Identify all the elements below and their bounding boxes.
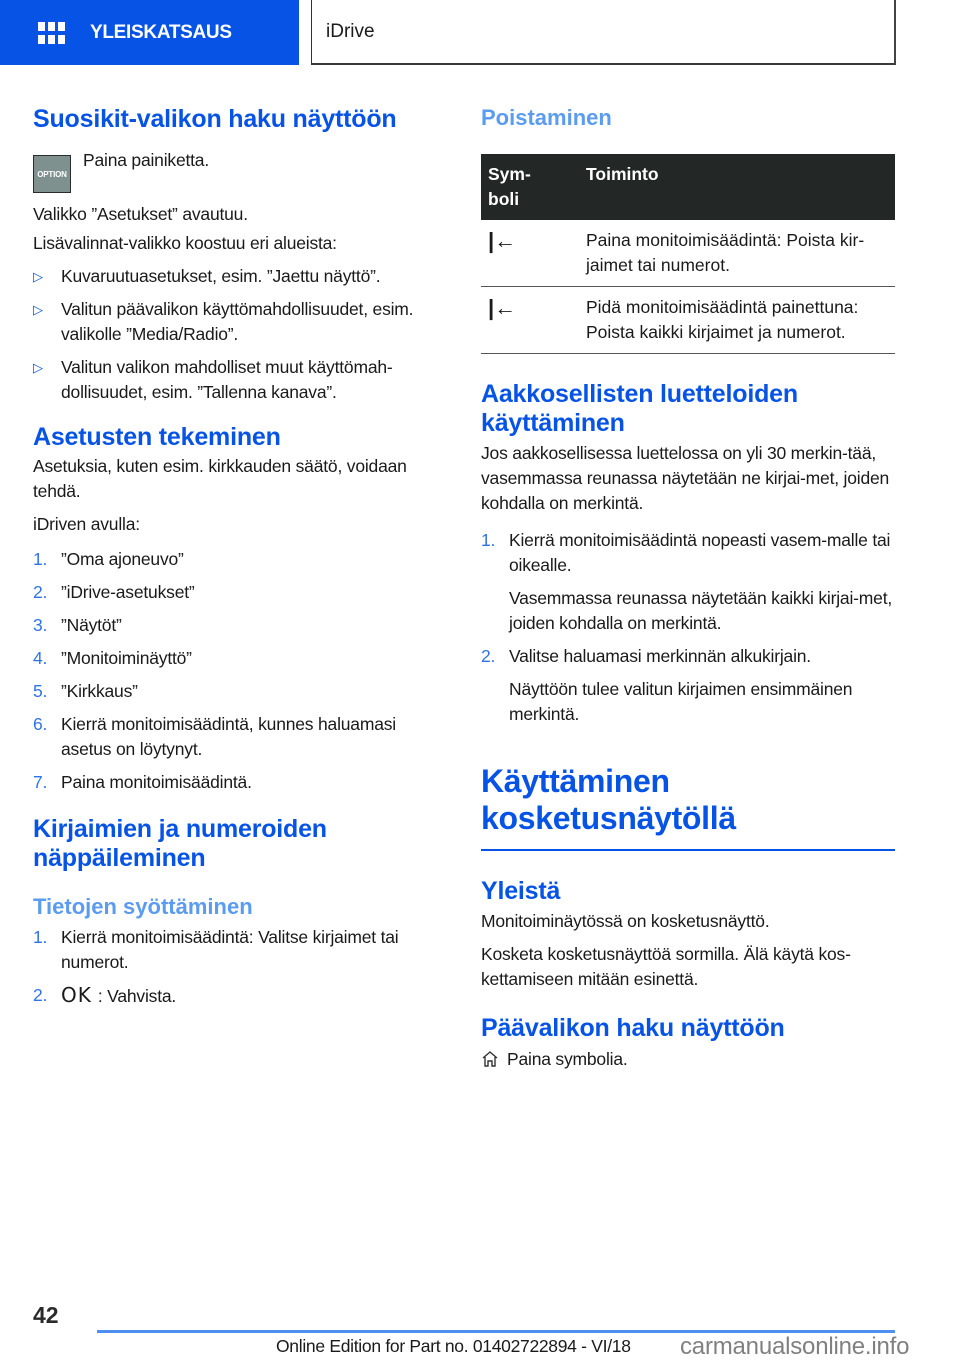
list-item: ▷ Valitun valikon mahdolliset muut käyttömah-dollisuudet, esim. ”Tallenna kanava”.: [33, 357, 393, 402]
step-item: 1. ”Oma ajoneuvo”: [33, 549, 184, 569]
table-row: |← Pidä monitoimisäädintä painettuna: Poista kaikki kirjaimet ja numerot.: [481, 287, 895, 354]
heading-input: Kirjaimien ja numeroiden näppäileminen: [33, 815, 327, 872]
input-steps: [33, 925, 448, 1009]
option-button-icon: OPTION: [33, 155, 71, 193]
column-header-symbol: Sym- boli: [481, 154, 579, 220]
step-item: 3. ”Näytöt”: [33, 615, 122, 635]
step-item: 1. Kierrä monitoimisäädintä nopeasti vasem-malle tai oikealle. Vasemmassa reunassa näytetään kaikki kirjai-met, joiden kohdalla on merkintä.: [481, 530, 893, 633]
favorites-p2: Lisävalinnat-valikko koostuu eri alueista:: [33, 233, 337, 253]
triangle-bullet-icon: ▷: [33, 302, 43, 317]
section-tab-label: YLEISKATSAUS: [90, 21, 232, 43]
left-column: [33, 100, 448, 1017]
step-item: 6. Kierrä monitoimisäädintä, kunnes haluamasi asetus on löytynyt.: [33, 714, 396, 759]
settings-p1: Asetuksia, kuten esim. kirkkauden säätö, voidaan tehdä.: [33, 456, 407, 501]
alpha-steps: [481, 528, 895, 727]
subheading-delete: Poistaminen: [481, 105, 612, 130]
list-item: ▷ Valitun päävalikon käyttömahdollisuudet, esim. valikolle ”Media/Radio”.: [33, 299, 414, 344]
step-item: 2. ”iDrive-asetukset”: [33, 582, 195, 602]
delete-char-icon: |←: [481, 220, 579, 287]
column-header-function: Toiminto: [579, 154, 895, 220]
subheading-data-entry: Tietojen syöttäminen: [33, 894, 253, 919]
home-icon: [481, 1050, 499, 1073]
step-item: 7. Paina monitoimisäädintä.: [33, 772, 252, 792]
home-instruction: [481, 1047, 895, 1073]
step-item: 2. OK : Vahvista.: [33, 983, 177, 1007]
heading-favorites: Suosikit-valikon haku näyttöön: [33, 105, 397, 133]
favorites-bullet-list: [33, 264, 448, 405]
right-column: [481, 100, 895, 1073]
heading-main-menu: Päävalikon haku näyttöön: [481, 1014, 785, 1042]
triangle-bullet-icon: ▷: [33, 269, 43, 284]
home-text: Paina symbolia.: [507, 1049, 628, 1069]
alpha-p1: Jos aakkosellisessa luettelossa on yli 30 merkin-tää, vasemmassa reunassa näytetään ne kirjai-met, joiden kohdalla on merkintä.: [481, 443, 890, 513]
ok-icon: OK: [61, 983, 92, 1007]
page-number: 42: [33, 1302, 59, 1328]
edition-text: Online Edition for Part no. 01402722894 - VI/18: [276, 1336, 631, 1356]
settings-p2: iDriven avulla:: [33, 514, 140, 534]
heading-settings: Asetusten tekeminen: [33, 423, 281, 451]
heading-general: Yleistä: [481, 877, 561, 905]
heading-alphabetical-lists: Aakkosellisten luetteloiden käyttäminen: [481, 380, 798, 437]
step-item: 4. ”Monitoiminäyttö”: [33, 648, 192, 668]
triangle-bullet-icon: ▷: [33, 360, 43, 375]
chapter-title-box: [311, 0, 896, 65]
footer-rule: [97, 1330, 415, 1333]
touch-p2: Kosketa kosketusnäyttöä sormilla. Älä käytä kos-kettamiseen mitään esinettä.: [481, 944, 851, 989]
touch-p1: Monitoiminäytössä on kosketusnäyttö.: [481, 911, 770, 931]
press-button-text: Paina painiketta.: [83, 150, 209, 170]
favorites-p1: Valikko ”Asetukset” avautuu.: [33, 204, 248, 224]
settings-steps: [33, 547, 448, 795]
option-instruction: [33, 150, 448, 193]
watermark: carmanualsonline.info: [680, 1333, 910, 1360]
list-item: ▷ Kuvaruutuasetukset, esim. ”Jaettu näyttö”.: [33, 264, 448, 289]
heading-divider: [481, 849, 895, 851]
step-item: 1. Kierrä monitoimisäädintä: Valitse kirjaimet tai numerot.: [33, 927, 399, 972]
step-item: 2. Valitse haluamasi merkinnän alkukirjain. Näyttöön tulee valitun kirjaimen ensimmäinen merkintä.: [481, 646, 853, 724]
heading-touchscreen: Käyttäminen kosketusnäytöllä: [481, 763, 736, 836]
step-item: 5. ”Kirkkaus”: [33, 681, 138, 701]
delete-all-icon: |←: [481, 287, 579, 354]
grid-menu-icon: [38, 22, 65, 44]
chapter-title: iDrive: [326, 20, 375, 42]
section-tab-overview[interactable]: [0, 0, 299, 65]
delete-symbol-table: [481, 154, 895, 354]
table-row: |← Paina monitoimisäädintä: Poista kir-jaimet tai numerot.: [481, 220, 895, 287]
